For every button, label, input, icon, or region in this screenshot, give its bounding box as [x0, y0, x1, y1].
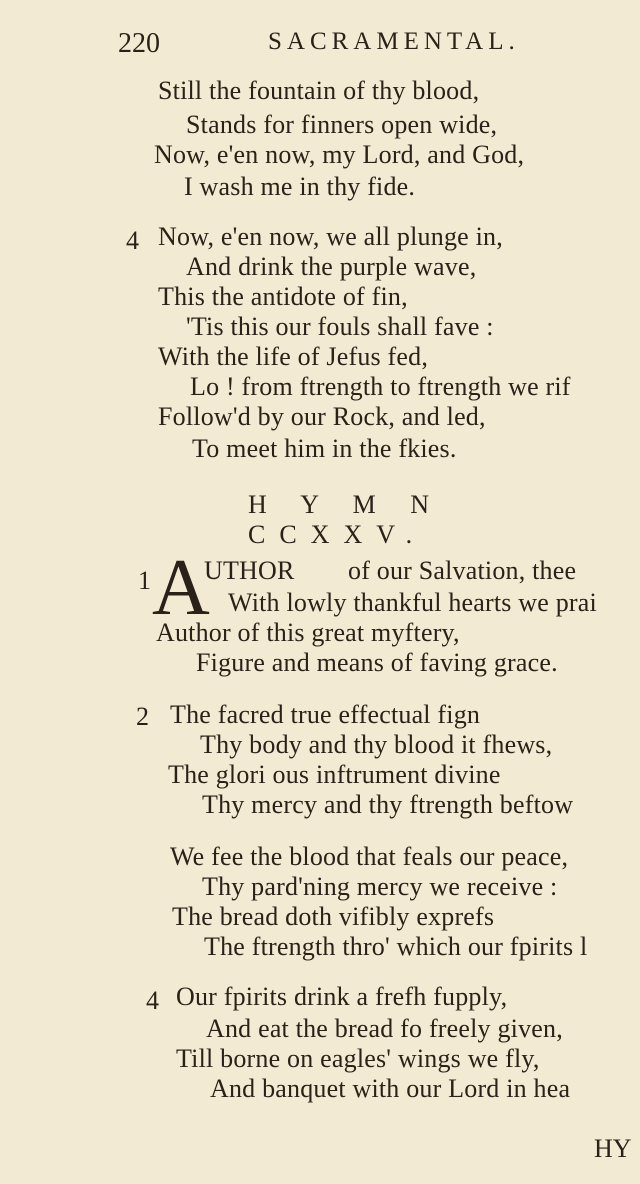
verse-line: Thy mercy and thy ftrength beftow: [202, 790, 574, 819]
verse-line: To meet him in the fkies.: [192, 434, 457, 463]
verse-line: Now, e'en now, we all plunge in,: [158, 222, 503, 251]
verse-line: Now, e'en now, my Lord, and God,: [154, 140, 525, 169]
verse-line: The ftrength thro' which our fpirits l: [204, 932, 588, 961]
verse-line: With the life of Jefus fed,: [158, 342, 429, 371]
verse-line: I wash me in thy fide.: [184, 172, 416, 201]
verse-line: And eat the bread fo freely given,: [206, 1014, 563, 1043]
verse-line: The bread doth vifibly exprefs: [172, 902, 495, 931]
verse-line: of our Salvation, thee: [348, 556, 577, 585]
verse-line: Our fpirits drink a frefh fupply,: [176, 982, 508, 1011]
verse-line: Till borne on eagles' wings we fly,: [176, 1044, 540, 1073]
page-number: 220: [118, 28, 160, 59]
verse-line: Stands for finners open wide,: [186, 110, 498, 139]
verse-line: 'Tis this our fouls shall fave :: [186, 312, 494, 341]
verse-line: The glori ous inftrument divine: [168, 760, 501, 789]
verse-line: Figure and means of faving grace.: [196, 648, 558, 677]
verse-number: 2: [136, 702, 149, 731]
verse-number: 4: [126, 226, 139, 255]
drop-cap: A: [152, 544, 210, 632]
verse-line: And drink the purple wave,: [186, 252, 477, 281]
verse-line: Thy body and thy blood it fhews,: [200, 730, 553, 759]
verse-line: And banquet with our Lord in hea: [210, 1074, 571, 1103]
catchword: HY: [594, 1134, 632, 1163]
verse-line: Thy pard'ning mercy we receive :: [202, 872, 558, 901]
verse-number: 1: [138, 566, 151, 595]
verse-line: UTHOR: [204, 556, 295, 585]
verse-line: This the antidote of fin,: [158, 282, 408, 311]
verse-line: The facred true effectual fign: [170, 700, 481, 729]
verse-number: 4: [146, 986, 159, 1015]
verse-line: Follow'd by our Rock, and led,: [158, 402, 486, 431]
verse-line: Lo ! from ftrength to ftrength we rif: [190, 372, 571, 401]
verse-line: Still the fountain of thy blood,: [158, 76, 480, 105]
running-title: SACRAMENTAL.: [268, 28, 520, 55]
verse-line: With lowly thankful hearts we prai: [228, 588, 597, 617]
verse-line: Author of this great myftery,: [156, 618, 460, 647]
verse-line: We fee the blood that feals our peace,: [170, 842, 569, 871]
hymn-title: H Y M N CCXXV.: [248, 490, 444, 549]
